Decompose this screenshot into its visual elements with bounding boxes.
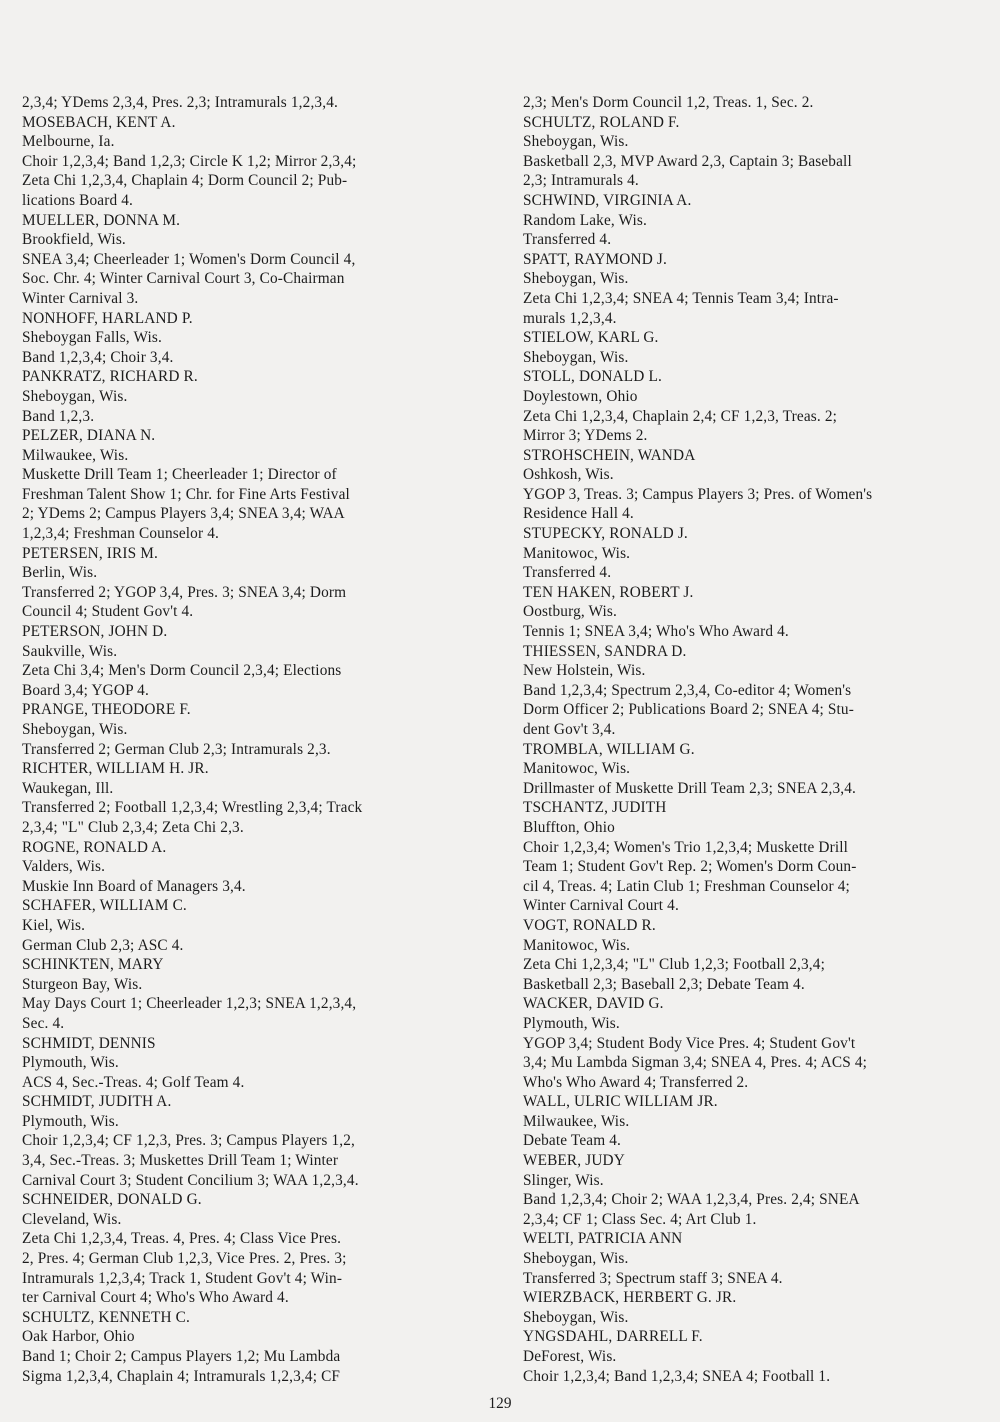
text-line: Choir 1,2,3,4; CF 1,2,3, Pres. 3; Campus Players 1,2, <box>22 1132 356 1150</box>
text-line: Debate Team 4. <box>523 1132 622 1150</box>
text-line: SNEA 3,4; Cheerleader 1; Women's Dorm Council 4, <box>22 250 356 268</box>
text-line: Zeta Chi 1,2,3,4, Chaplain 4; Dorm Council 2; Pub- <box>22 172 348 190</box>
text-line: SCHMIDT, DENNIS <box>22 1034 156 1052</box>
text-line: Transferred 3; Spectrum staff 3; SNEA 4. <box>523 1269 783 1287</box>
text-line: Freshman Talent Show 1; Chr. for Fine Arts Festival <box>22 485 350 503</box>
text-line: Zeta Chi 3,4; Men's Dorm Council 2,3,4; Elections <box>22 662 342 680</box>
text-line: New Holstein, Wis. <box>523 662 646 680</box>
text-line: Transferred 4. <box>523 231 612 249</box>
text-line: Soc. Chr. 4; Winter Carnival Court 3, Co-Chairman <box>22 270 345 288</box>
text-line: Milwaukee, Wis. <box>22 446 129 464</box>
text-line: WACKER, DAVID G. <box>523 995 664 1013</box>
text-line: Zeta Chi 1,2,3,4, Chaplain 2,4; CF 1,2,3, Treas. 2; <box>523 407 838 425</box>
text-line: WALL, ULRIC WILLIAM JR. <box>523 1093 718 1111</box>
text-line: YNGSDAHL, DARRELL F. <box>523 1328 703 1346</box>
text-line: 3,4, Sec.-Treas. 3; Muskettes Drill Team 1; Winter <box>22 1152 339 1170</box>
text-line: Sheboygan, Wis. <box>523 348 629 366</box>
text-line: SCHMIDT, JUDITH A. <box>22 1093 172 1111</box>
text-line: SCHWIND, VIRGINIA A. <box>523 191 692 209</box>
text-line: STIELOW, KARL G. <box>523 329 659 347</box>
text-line: Melbourne, Ia. <box>22 133 115 151</box>
text-line: Sheboygan, Wis. <box>523 270 629 288</box>
text-line: WELTI, PATRICIA ANN <box>523 1230 683 1248</box>
text-line: Sheboygan, Wis. <box>523 133 629 151</box>
text-line: Sheboygan, Wis. <box>22 387 128 405</box>
text-line: YGOP 3,4; Student Body Vice Pres. 4; Student Gov't <box>523 1034 856 1052</box>
text-line: Doylestown, Ohio <box>523 387 638 405</box>
text-line: Valders, Wis. <box>22 858 106 876</box>
text-line: 2; YDems 2; Campus Players 3,4; SNEA 3,4; WAA <box>22 505 345 523</box>
text-line: Transferred 4. <box>523 564 612 582</box>
text-line: 2,3; Men's Dorm Council 1,2, Treas. 1, Sec. 2. <box>523 94 814 111</box>
text-line: RICHTER, WILLIAM H. JR. <box>22 760 209 778</box>
text-line: Waukegan, Ill. <box>22 779 114 797</box>
text-line: Manitowoc, Wis. <box>523 936 631 954</box>
text-line: ter Carnival Court 4; Who's Who Award 4. <box>22 1289 289 1307</box>
left-text-column <box>22 93 484 1386</box>
text-line: Oshkosh, Wis. <box>523 466 614 484</box>
text-line: THIESSEN, SANDRA D. <box>523 642 687 660</box>
text-line: Plymouth, Wis. <box>22 1054 119 1072</box>
text-line: Intramurals 1,2,3,4; Track 1, Student Gov't 4; Win- <box>22 1269 343 1287</box>
text-line: SCHAFER, WILLIAM C. <box>22 897 187 915</box>
text-line: Residence Hall 4. <box>523 505 634 523</box>
text-line: SCHULTZ, KENNETH C. <box>22 1308 191 1326</box>
text-line: Winter Carnival 3. <box>22 289 139 307</box>
text-line: Muskette Drill Team 1; Cheerleader 1; Director of <box>22 466 337 484</box>
text-line: Sheboygan, Wis. <box>523 1308 629 1326</box>
text-line: Transferred 2; YGOP 3,4, Pres. 3; SNEA 3,4; Dorm <box>22 583 347 601</box>
page-number: 129 <box>488 1395 512 1412</box>
text-line: 2,3; Intramurals 4. <box>523 172 639 190</box>
text-line: Berlin, Wis. <box>22 564 98 582</box>
text-line: STROHSCHEIN, WANDA <box>523 446 696 464</box>
text-line: Sheboygan, Wis. <box>22 721 128 738</box>
text-line: TEN HAKEN, ROBERT J. <box>523 583 694 601</box>
text-line: German Club 2,3; ASC 4. <box>22 936 184 954</box>
text-line: 3,4; Mu Lambda Sigman 3,4; SNEA 4, Pres. 4; ACS 4; <box>523 1054 868 1072</box>
text-line: SCHINKTEN, MARY <box>22 956 164 974</box>
text-line: Brookfield, Wis. <box>22 231 126 249</box>
text-line: Random Lake, Wis. <box>523 211 648 229</box>
text-line: Dorm Officer 2; Publications Board 2; SNEA 4; Stu- <box>523 701 854 719</box>
text-line: Choir 1,2,3,4; Band 1,2,3,4; SNEA 4; Football 1. <box>523 1367 831 1385</box>
text-line: Sheboygan, Wis. <box>523 1250 629 1268</box>
text-line: murals 1,2,3,4. <box>523 309 617 327</box>
text-line: Drillmaster of Muskette Drill Team 2,3; SNEA 2,3,4. <box>523 779 857 797</box>
text-line: cil 4, Treas. 4; Latin Club 1; Freshman Counselor 4; <box>523 877 850 895</box>
text-line: PRANGE, THEODORE F. <box>22 701 191 719</box>
text-line: dent Gov't 3,4. <box>523 721 616 738</box>
text-line: Slinger, Wis. <box>523 1171 604 1189</box>
text-line: DeForest, Wis. <box>523 1348 617 1365</box>
text-line: Transferred 2; Football 1,2,3,4; Wrestling 2,3,4; Track <box>22 799 363 817</box>
text-line: Sturgeon Bay, Wis. <box>22 975 143 993</box>
text-line: VOGT, RONALD R. <box>523 916 656 934</box>
text-line: NONHOFF, HARLAND P. <box>22 309 193 327</box>
text-line: Transferred 2; German Club 2,3; Intramurals 2,3. <box>22 740 331 758</box>
text-line: Mirror 3; YDems 2. <box>523 427 648 445</box>
text-line: Band 1,2,3,4; Spectrum 2,3,4, Co-editor 4; Women's <box>523 681 852 699</box>
text-line: ACS 4, Sec.-Treas. 4; Golf Team 4. <box>22 1073 245 1091</box>
text-line: Band 1,2,3,4; Choir 2; WAA 1,2,3,4, Pres. 2,4; SNEA <box>523 1191 860 1209</box>
text-line: TSCHANTZ, JUDITH <box>523 799 667 817</box>
text-line: ROGNE, RONALD A. <box>22 838 167 856</box>
text-line: Sigma 1,2,3,4, Chaplain 4; Intramurals 1,2,3,4; CF <box>22 1367 341 1385</box>
text-line: Board 3,4; YGOP 4. <box>22 681 149 699</box>
text-line: Who's Who Award 4; Transferred 2. <box>523 1073 749 1091</box>
text-line: Sec. 4. <box>22 1014 65 1032</box>
text-line: Tennis 1; SNEA 3,4; Who's Who Award 4. <box>523 623 789 641</box>
text-line: SCHNEIDER, DONALD G. <box>22 1191 202 1209</box>
text-line: Council 4; Student Gov't 4. <box>22 603 194 621</box>
text-line: PELZER, DIANA N. <box>22 427 156 445</box>
text-line: WIERZBACK, HERBERT G. JR. <box>523 1289 737 1307</box>
text-line: PETERSON, JOHN D. <box>22 623 168 641</box>
right-text-column <box>523 93 983 1386</box>
text-line: Plymouth, Wis. <box>22 1112 119 1130</box>
text-line: Manitowoc, Wis. <box>523 544 631 562</box>
text-line: Choir 1,2,3,4; Women's Trio 1,2,3,4; Muskette Drill <box>523 838 849 856</box>
text-line: MOSEBACH, KENT A. <box>22 113 176 131</box>
text-line: PETERSEN, IRIS M. <box>22 544 158 562</box>
text-line: May Days Court 1; Cheerleader 1,2,3; SNEA 1,2,3,4, <box>22 995 357 1013</box>
text-line: Zeta Chi 1,2,3,4; SNEA 4; Tennis Team 3,4; Intra- <box>523 289 839 307</box>
text-line: STUPECKY, RONALD J. <box>523 525 688 543</box>
text-line: Muskie Inn Board of Managers 3,4. <box>22 877 246 895</box>
text-line: Zeta Chi 1,2,3,4; "L" Club 1,2,3; Football 2,3,4; <box>523 956 825 974</box>
text-line: Winter Carnival Court 4. <box>523 897 679 915</box>
text-line: Basketball 2,3; Baseball 2,3; Debate Team 4. <box>523 975 805 993</box>
text-line: Sheboygan Falls, Wis. <box>22 329 162 347</box>
text-line: SPATT, RAYMOND J. <box>523 250 667 268</box>
text-line: Kiel, Wis. <box>22 916 86 934</box>
text-line: Bluffton, Ohio <box>523 818 615 836</box>
text-line: Oostburg, Wis. <box>523 603 617 621</box>
text-line: Band 1,2,3,4; Choir 3,4. <box>22 348 174 366</box>
text-line: TROMBLA, WILLIAM G. <box>523 740 695 758</box>
text-line: STOLL, DONALD L. <box>523 368 662 386</box>
text-line: YGOP 3, Treas. 3; Campus Players 3; Pres. of Women's <box>523 485 873 503</box>
text-line: MUELLER, DONNA M. <box>22 211 181 229</box>
text-line: Band 1; Choir 2; Campus Players 1,2; Mu Lambda <box>22 1348 341 1365</box>
text-line: lications Board 4. <box>22 191 134 209</box>
text-line: Carnival Court 3; Student Concilium 3; WAA 1,2,3,4. <box>22 1171 359 1189</box>
text-line: Milwaukee, Wis. <box>523 1112 630 1130</box>
text-line: 2,3,4; YDems 2,3,4, Pres. 2,3; Intramurals 1,2,3,4. <box>22 94 338 111</box>
text-line: PANKRATZ, RICHARD R. <box>22 368 198 386</box>
text-line: 1,2,3,4; Freshman Counselor 4. <box>22 525 219 543</box>
text-line: Saukville, Wis. <box>22 642 118 660</box>
text-line: Plymouth, Wis. <box>523 1014 620 1032</box>
text-line: Choir 1,2,3,4; Band 1,2,3; Circle K 1,2; Mirror 2,3,4; <box>22 152 357 170</box>
text-line: Basketball 2,3, MVP Award 2,3, Captain 3; Baseball <box>523 152 852 170</box>
text-line: Cleveland, Wis. <box>22 1210 122 1228</box>
text-line: WEBER, JUDY <box>523 1152 625 1170</box>
text-line: 2,3,4; "L" Club 2,3,4; Zeta Chi 2,3. <box>22 818 244 836</box>
text-line: 2, Pres. 4; German Club 1,2,3, Vice Pres. 2, Pres. 3; <box>22 1250 347 1268</box>
text-line: Band 1,2,3. <box>22 407 95 425</box>
text-line: Team 1; Student Gov't Rep. 2; Women's Dorm Coun- <box>523 858 857 876</box>
text-line: Oak Harbor, Ohio <box>22 1328 135 1346</box>
text-line: 2,3,4; CF 1; Class Sec. 4; Art Club 1. <box>523 1210 757 1228</box>
text-line: SCHULTZ, ROLAND F. <box>523 113 680 131</box>
text-line: Zeta Chi 1,2,3,4, Treas. 4, Pres. 4; Class Vice Pres. <box>22 1230 342 1248</box>
text-line: Manitowoc, Wis. <box>523 760 631 778</box>
